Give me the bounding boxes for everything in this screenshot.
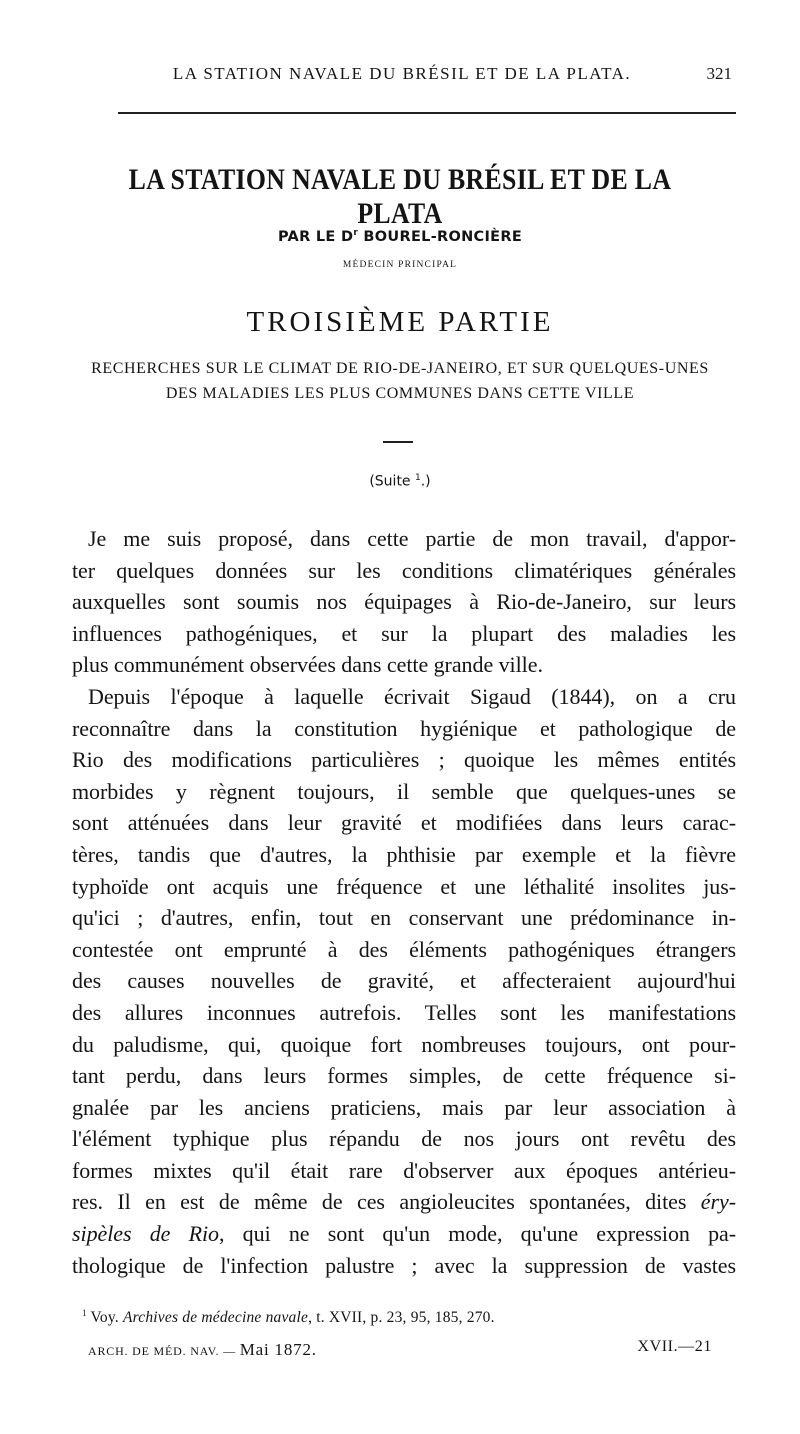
body-line: auxquelles sont soumis nos équipages à Rio-de-Janeiro, sur leurs (72, 589, 736, 615)
body-line-text: , qui ne sont qu'un mode, qu'une expression pa- (219, 1221, 736, 1247)
body-line: formes mixtes qu'il était rare d'observer aux époques antérieu- (72, 1157, 736, 1183)
subtitle-line-1: RECHERCHES SUR LE CLIMAT DE RIO-DE-JANEIRO, ET SUR QUELQUES-UNES (91, 360, 709, 377)
body-line: reconnaître dans la constitution hygiénique et pathologique de (72, 715, 736, 741)
author-name: BOUREL-RONCIÈRE (358, 228, 523, 245)
footnote-details: , t. XVII, p. 23, 95, 185, 270. (308, 1309, 495, 1327)
body-line-text: res. Il en est de même de ces angioleucites spontanées, dites (72, 1189, 701, 1215)
body-line: tant perdu, dans leurs formes simples, de cette fréquence si- (72, 1063, 736, 1089)
body-line: des causes nouvelles de gravité, et affecteraient aujourd'hui (72, 968, 736, 994)
body-line: typhoïde ont acquis une fréquence et une léthalité insolites jus- (72, 873, 736, 899)
italic-term: éry- (700, 1189, 736, 1215)
body-line: plus communément observées dans cette grande ville. (72, 652, 543, 678)
body-line: gnalée par les anciens praticiens, mais par leur association à (72, 1094, 736, 1120)
author-title-sup: r (353, 228, 359, 238)
footer-journal-abbrev: ARCH. DE MÉD. NAV. — (88, 1344, 240, 1358)
page-footer (88, 1340, 712, 1362)
footnote-marker: 1 (82, 1308, 87, 1318)
body-line: ter quelques données sur les conditions climatériques générales (72, 557, 736, 583)
suite-label: (Suite (369, 473, 415, 490)
continuation-note (0, 473, 800, 490)
suite-close: .) (420, 473, 431, 490)
body-text (72, 523, 736, 1281)
footnote-prefix: Voy. (86, 1309, 123, 1327)
body-line: contestée ont emprunté à des éléments pathogéniques étrangers (72, 936, 736, 962)
body-line: Depuis l'époque à laquelle écrivait Sigaud (1844), on a cru (88, 683, 736, 709)
section-divider (383, 441, 413, 443)
body-line (72, 1218, 736, 1250)
subtitle-line-2: DES MALADIES LES PLUS COMMUNES DANS CETTE VILLE (165, 385, 635, 402)
section-subtitle (68, 356, 732, 406)
body-line: des allures inconnues autrefois. Telles sont les manifestations (72, 999, 736, 1025)
body-line (72, 1186, 736, 1218)
author-line (0, 228, 800, 245)
footer-date: Mai 1872. (239, 1340, 317, 1359)
body-line: qu'ici ; d'autres, enfin, tout en conservant une prédominance in- (72, 905, 736, 931)
author-prefix: PAR LE D (277, 228, 354, 245)
running-head (72, 62, 732, 88)
body-line: du paludisme, qui, quoique fort nombreuses toujours, ont pour- (72, 1031, 736, 1057)
body-line: thologique de l'infection palustre ; avec la suppression de vastes (72, 1252, 736, 1278)
part-title: TROISIÈME PARTIE (246, 306, 554, 338)
page-number: 321 (706, 64, 732, 83)
body-line: l'élément typhique plus répandu de nos jours ont revêtu des (72, 1126, 736, 1152)
body-line: Rio des modifications particulières ; quoique les mêmes entités (72, 747, 736, 773)
footnote-ref: 1 (415, 473, 421, 483)
footnote (82, 1308, 495, 1327)
body-line: morbides y règnent toujours, il semble que quelques-unes se (72, 778, 736, 804)
footer-signature: XVII.—21 (637, 1338, 712, 1355)
footnote-journal: Archives de médecine navale (122, 1309, 309, 1327)
body-line: tères, tandis que d'autres, la phthisie par exemple et la fièvre (72, 841, 736, 867)
body-line: Je me suis proposé, dans cette partie de mon travail, d'appor- (88, 526, 736, 551)
header-divider (118, 112, 736, 114)
footer-journal (88, 1340, 317, 1360)
running-title: LA STATION NAVALE DU BRÉSIL ET DE LA PLATA. (172, 64, 632, 83)
author-role: MÉDECIN PRINCIPAL (342, 260, 458, 270)
italic-term: sipèles de Rio (72, 1221, 220, 1247)
body-line: influences pathogéniques, et sur la plupart des maladies les (72, 620, 736, 646)
body-line: sont atténuées dans leur gravité et modifiées dans leurs carac- (72, 810, 736, 836)
article-title: LA STATION NAVALE DU BRÉSIL ET DE LA PLATA (128, 163, 672, 230)
